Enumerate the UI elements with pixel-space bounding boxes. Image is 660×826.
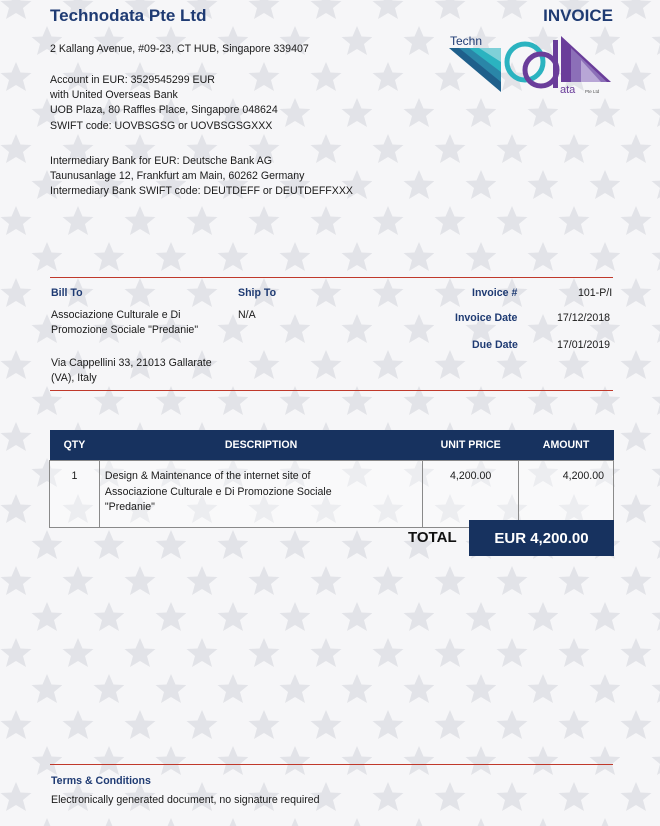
unit-price-header: UNIT PRICE	[423, 430, 519, 461]
bank-line: with United Overseas Bank	[50, 89, 178, 102]
bill-to-name	[51, 308, 198, 339]
bill-to-name-line: Promozione Sociale "Predanie"	[51, 324, 199, 337]
invoice-date-label: Invoice Date	[455, 312, 518, 324]
row-description	[99, 461, 422, 528]
company-address	[50, 42, 309, 57]
terms-text: Electronically generated document, no signature required	[51, 794, 320, 806]
divider-bottom	[50, 390, 613, 391]
bank-line: Account in EUR: 3529545299 EUR	[50, 74, 215, 86]
intermediary-bank-details	[50, 154, 353, 200]
divider-footer	[50, 764, 613, 765]
bank-details	[50, 73, 278, 134]
bill-to-address	[51, 356, 212, 387]
row-description-line: Associazione Culturale e Di Promozione Sociale	[104, 485, 332, 498]
company-name: Technodata Pte Ltd	[50, 6, 207, 25]
logo-text-bottom: ata	[560, 84, 576, 96]
line-items-table	[49, 430, 614, 528]
intermediary-line: Intermediary Bank for EUR: Deutsche Bank AG	[50, 155, 272, 167]
table-header-row	[50, 430, 614, 461]
row-description-line: Design & Maintenance of the internet site of	[104, 470, 311, 482]
due-date-label: Due Date	[472, 339, 518, 351]
bank-line: UOB Plaza, 80 Raffles Place, Singapore 048624	[50, 104, 278, 117]
bill-to-address-line: (VA), Italy	[51, 372, 97, 385]
document-title: INVOICE	[543, 6, 613, 25]
ship-to-value: N/A	[238, 309, 256, 321]
invoice-date: 17/12/2018	[557, 312, 611, 324]
logo-text-top: Techn	[450, 34, 483, 48]
row-unit-price: 4,200.00	[423, 461, 519, 528]
bank-line: SWIFT code: UOVBSGSG or UOVBSGSGXXX	[50, 119, 273, 132]
qty-header: QTY	[50, 430, 100, 461]
intermediary-line: Intermediary Bank SWIFT code: DEUTDEFF or DEUTDEFFXXX	[50, 185, 353, 198]
divider-top	[50, 277, 613, 278]
total-amount: EUR 4,200.00	[469, 520, 614, 556]
row-description-line: "Predanie"	[104, 501, 155, 514]
invoice-number: 101-P/I	[578, 287, 613, 299]
total-label: TOTAL	[408, 529, 457, 546]
logo-text-small: Pte Ltd	[585, 89, 600, 94]
bill-to-label: Bill To	[51, 287, 83, 299]
bill-to-name-line: Associazione Culturale e Di	[51, 309, 181, 321]
company-logo	[449, 34, 615, 98]
intermediary-line: Taunusanlage 12, Frankfurt am Main, 60262 Germany	[50, 170, 305, 183]
row-amount: 4,200.00	[519, 461, 614, 528]
ship-to-label: Ship To	[238, 287, 277, 299]
due-date: 17/01/2019	[557, 339, 611, 351]
amount-header: AMOUNT	[519, 430, 614, 461]
description-header: DESCRIPTION	[99, 430, 422, 461]
terms-title: Terms & Conditions	[51, 775, 151, 787]
table-row	[50, 461, 614, 528]
row-qty: 1	[50, 461, 100, 528]
invoice-number-label: Invoice #	[472, 287, 518, 299]
bill-to-address-line: Via Cappellini 33, 21013 Gallarate	[51, 357, 212, 369]
company-address-line: 2 Kallang Avenue, #09-23, CT HUB, Singapore 339407	[50, 43, 309, 55]
